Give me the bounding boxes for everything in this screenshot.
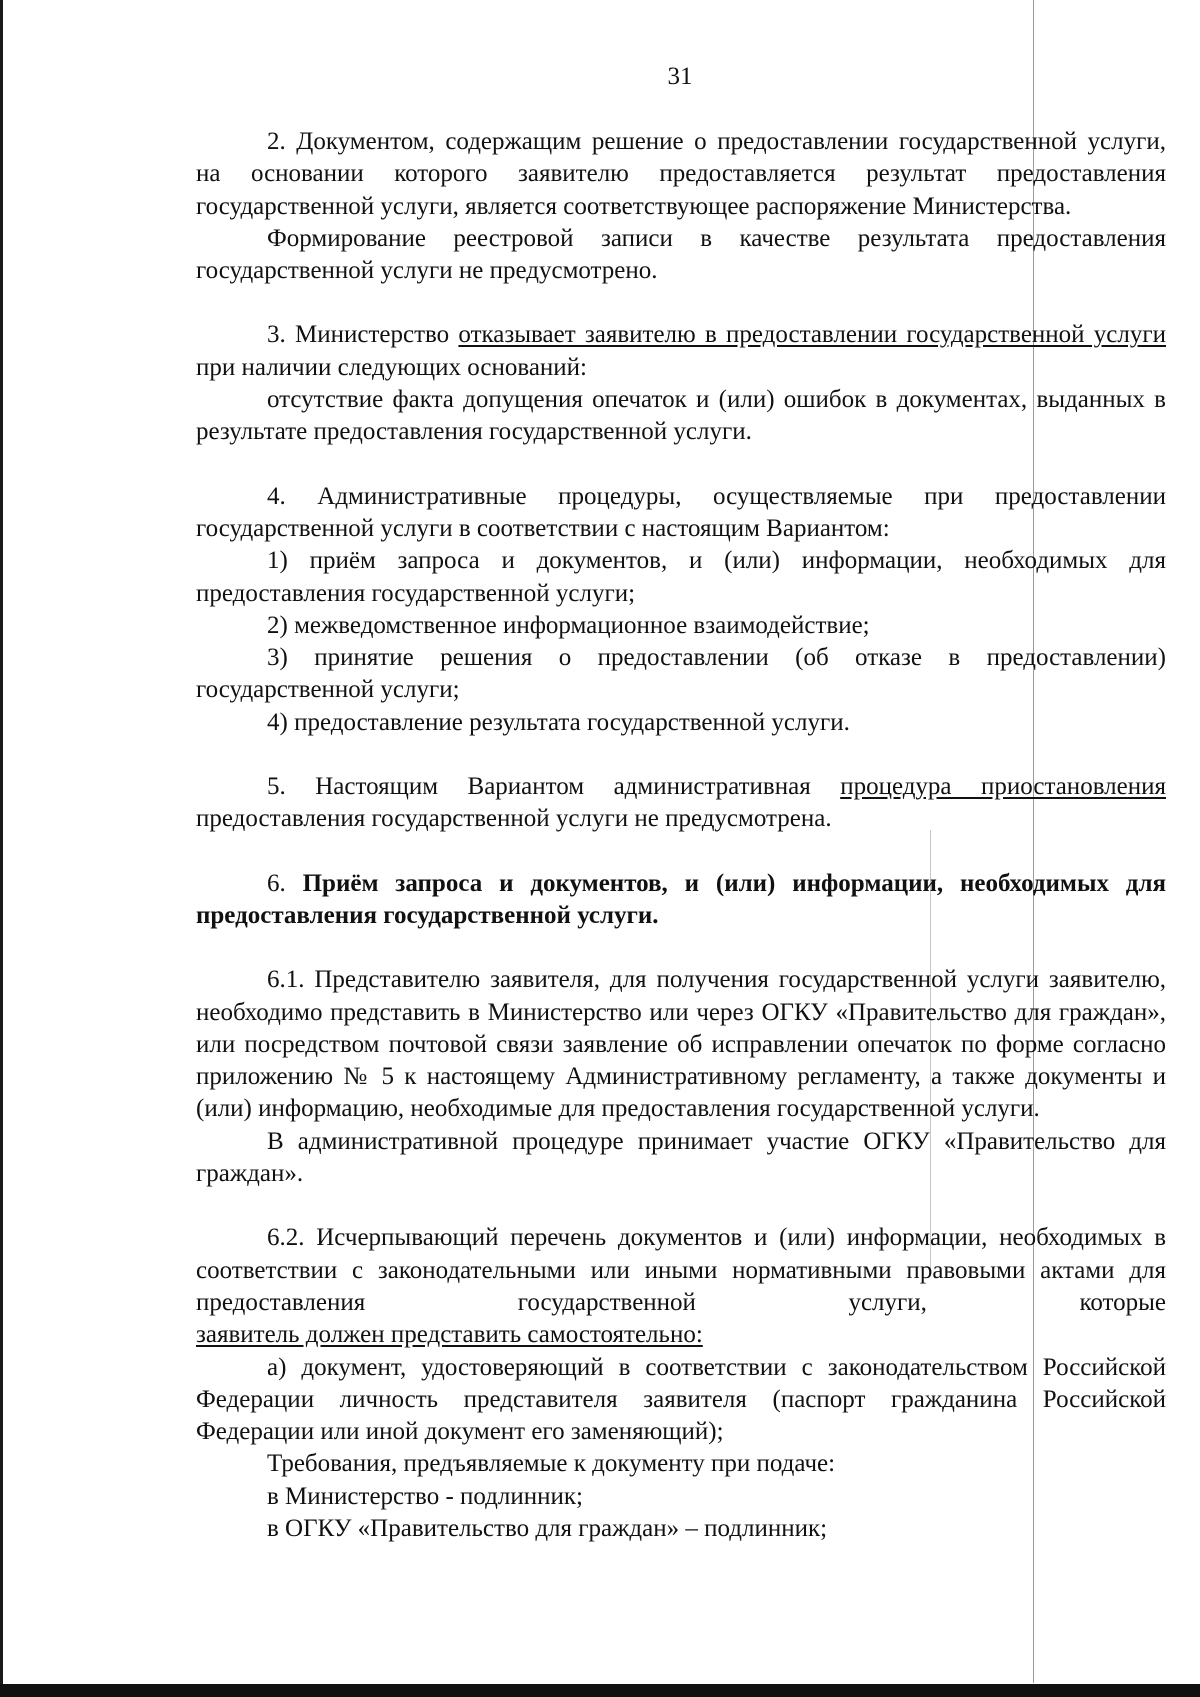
paragraph-6-2: 6.2. Исчерпывающий перечень документов и (или) информации, необходимых в соответствии с законодательными или иными нормативными правовыми актами для предоставления государственной услуги, которые: [196, 1224, 1166, 1316]
scan-left-edge: [0, 0, 3, 1697]
section-6-number: 6.: [267, 869, 303, 897]
page-number: 31: [667, 63, 693, 90]
paragraph-6-2-underlined: [196, 1319, 1166, 1351]
paragraph-3-prefix: 3. Министерство: [267, 321, 459, 349]
procedure-item-2: 2) межведомственное информационное взаимодействие;: [267, 611, 870, 639]
paragraph-3-suffix: при наличии следующих оснований:: [196, 353, 588, 381]
paragraph-3-ground: отсутствие факта допущения опечаток и (или) ошибок в документах, выданных в результате предоставления государственной услуги.: [196, 386, 1166, 446]
section-6-title: Приём запроса и документов, и (или) информации, необходимых для предоставления государственной услуги.: [196, 869, 1167, 929]
procedure-item-4: 4) предоставление результата государственной услуги.: [267, 708, 850, 736]
paragraph-3: [196, 319, 1166, 384]
requirement-ogku: в ОГКУ «Правительство для граждан» – подлинник;: [267, 1514, 828, 1542]
paragraph-6-1: 6.1. Представителю заявителя, для получения государственной услуги заявителю, необходимо представить в Министерство или через ОГКУ «Правительство для граждан», или посредством почтовой связи заявление об исправлении опечаток по форме согласно приложению № 5 к настоящему Административному регламенту, а также документы и (или) информацию, необходимые для предоставления государственной услуги.: [196, 966, 1166, 1123]
paragraph-6-2-underlined-text: заявитель должен представить самостоятельно:: [196, 1321, 703, 1349]
procedure-item-1: 1) приём запроса и документов, и (или) информации, необходимых для предоставления государственной услуги;: [196, 547, 1166, 607]
paragraph-5-prefix: 5. Настоящим Вариантом административная: [267, 773, 841, 801]
section-6-heading: [196, 868, 1166, 933]
document-body: [196, 126, 1166, 1545]
scan-bottom-border: [0, 1684, 1200, 1697]
requirement-ministry: в Министерство - подлинник;: [267, 1482, 583, 1510]
paragraph-5: [196, 771, 1166, 836]
paragraph-6-1-participant: В административной процедуре принимает участие ОГКУ «Правительство для граждан».: [196, 1127, 1166, 1188]
paragraph-3-underlined: отказывает заявителю в предоставлении государственной услуги: [458, 321, 1167, 349]
paragraph-2-registry: Формирование реестровой записи в качестве результата предоставления государственной услуги не предусмотрено.: [196, 224, 1166, 285]
paragraph-5-underlined: процедура приостановления: [840, 773, 1166, 801]
document-item-a: а) документ, удостоверяющий в соответствии с законодательством Российской Федерации личность представителя заявителя (паспорт гражданина Российской Федерации или иной документ его заменяющий);: [196, 1353, 1166, 1446]
paragraph-4: 4. Административные процедуры, осуществляемые при предоставлении государственной услуги в соответствии с настоящим Вариантом:: [196, 482, 1166, 542]
procedure-item-3: 3) принятие решения о предоставлении (об отказе в предоставлении) государственной услуги;: [196, 644, 1166, 704]
paragraph-5-suffix: предоставления государственной услуги не предусмотрена.: [196, 805, 832, 833]
requirements-title: Требования, предъявляемые к документу при подаче:: [267, 1450, 836, 1478]
paragraph-2: 2. Документом, содержащим решение о предоставлении государственной услуги, на основании которого заявителю предоставляется результат предоставления государственной услуги, является соответствующее распоряжение Министерства.: [196, 128, 1166, 220]
